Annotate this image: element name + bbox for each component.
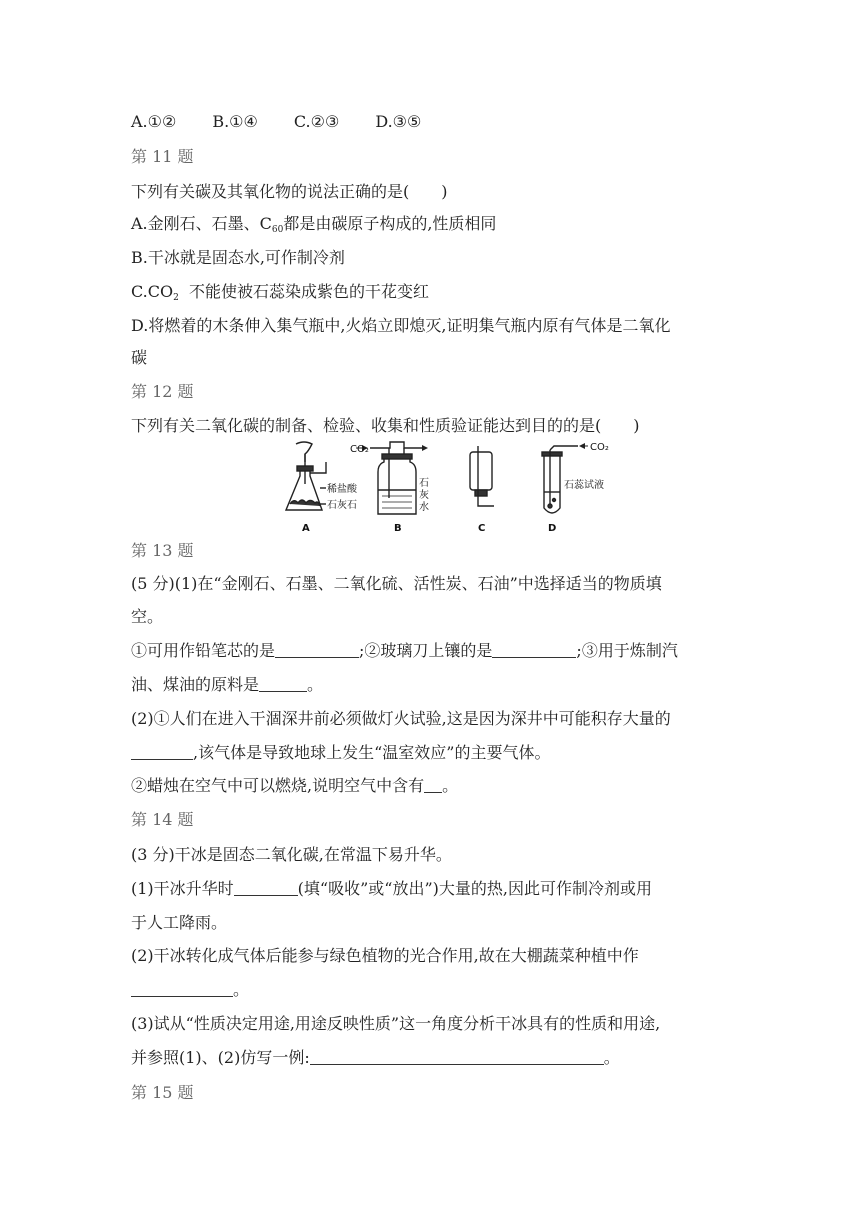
q10-options [131,112,457,132]
label-litmus: 石蕊试液 [564,480,604,491]
label-c: C [478,523,486,534]
q13-l4-text-1: 油、煤油的原料是 [131,675,260,694]
q14-l2-text-1: (1)干冰升华时 [131,879,234,898]
q14-l7-text-1: 并参照(1)、(2)仿写一例: [131,1048,310,1067]
answer-blank[interactable] [234,881,298,896]
q11-a-text-1: A.金刚石、石墨、C [131,214,272,233]
q14-line2 [131,879,652,899]
q12-stem: 下列有关二氧化碳的制备、检验、收集和性质验证能达到目的的是( ) [131,416,640,435]
q11-a-subscript: 60 [271,225,284,235]
q14-line6: (3)试从“性质决定用途,用途反映性质”这一角度分析干冰具有的性质和用途, [131,1014,661,1033]
apparatus-c-bottle [470,446,494,506]
q14-line1: (3 分)干冰是固态二氧化碳,在常温下易升华。 [131,845,452,864]
q14-line5 [131,980,249,1000]
q11-title: 第 11 题 [131,147,194,166]
q14-line7 [131,1048,620,1068]
apparatus-svg [282,440,612,538]
q11-c-text-2: 不能使被石蕊染成紫色的干花变红 [178,282,430,301]
q10-option-b: B.①④ [212,112,258,131]
q12-apparatus-figure [282,440,612,538]
q11-option-b: B.干冰就是固态水,可作制冷剂 [131,248,345,267]
q13-line6 [131,743,550,763]
q11-option-a [131,214,496,240]
q13-l7-text-2: 。 [442,776,459,795]
label-b-co2: CO₂ [350,444,369,455]
label-lime-3: 水 [419,502,429,513]
apparatus-b-bottle [370,442,424,514]
label-lime-2: 灰 [419,490,429,501]
q13-line7 [131,776,458,796]
q12-title: 第 12 题 [131,382,194,401]
label-d-co2: CO₂ [590,442,609,453]
answer-blank[interactable] [259,677,307,692]
answer-blank[interactable] [492,643,576,658]
answer-blank[interactable] [424,778,442,793]
label-lime-1: 石 [419,478,429,489]
q11-c-text-1: C.CO [131,282,174,301]
label-a: A [302,523,310,534]
q10-option-c: C.②③ [293,112,340,131]
answer-blank[interactable] [131,745,193,760]
q14-line4: (2)干冰转化成气体后能参与绿色植物的光合作用,故在大棚蔬菜种植中作 [131,946,639,965]
q15-title: 第 15 题 [131,1083,194,1102]
label-d: D [548,523,557,534]
q13-line1: (5 分)(1)在“金刚石、石墨、二氧化硫、活性炭、石油”中选择适当的物质填 [131,574,662,593]
q14-l7-text-2: 。 [603,1048,620,1067]
q11-stem: 下列有关碳及其氧化物的说法正确的是( ) [131,182,448,201]
label-b: B [394,523,402,534]
q13-line2: 空。 [131,607,164,626]
q13-l3-text-3: ;③用于炼制汽 [576,641,678,660]
q11-option-d-line2: 碳 [131,348,148,367]
q13-l4-text-2: 。 [307,675,324,694]
q10-option-a: A.①② [131,112,177,131]
answer-blank[interactable] [131,982,233,997]
label-dilute-hcl: 稀盐酸 [327,484,357,495]
label-limestone: 石灰石 [327,500,357,511]
q13-l6-text: ,该气体是导致地球上发生“温室效应”的主要气体。 [193,743,551,762]
q11-option-c [131,282,429,308]
q14-line3: 于人工降雨。 [131,913,228,932]
q13-line3 [131,641,678,661]
q10-option-d: D.③⑤ [375,112,422,131]
q11-option-d-line1: D.将燃着的木条伸入集气瓶中,火焰立即熄灭,证明集气瓶内原有气体是二氧化 [131,316,671,335]
q11-a-text-2: 都是由碳原子构成的,性质相同 [283,214,497,233]
q11-c-subscript: 2 [173,293,179,303]
answer-blank[interactable] [310,1050,604,1065]
q14-title: 第 14 题 [131,810,194,829]
q13-line4 [131,675,323,695]
answer-blank[interactable] [275,643,359,658]
q13-l7-text-1: ②蜡烛在空气中可以燃烧,说明空气中含有 [131,776,425,795]
q14-l2-text-2: (填“吸收”或“放出”)大量的热,因此可作制冷剂或用 [297,879,652,898]
apparatus-a-flask [286,442,326,510]
q13-line5: (2)①人们在进入干涸深井前必须做灯火试验,这是因为深井中可能积存大量的 [131,709,671,728]
q14-l5-text: 。 [233,980,250,999]
q13-l3-text-1: ①可用作铅笔芯的是 [131,641,276,660]
q13-title: 第 13 题 [131,541,194,560]
q13-l3-text-2: ;②玻璃刀上镶的是 [359,641,493,660]
